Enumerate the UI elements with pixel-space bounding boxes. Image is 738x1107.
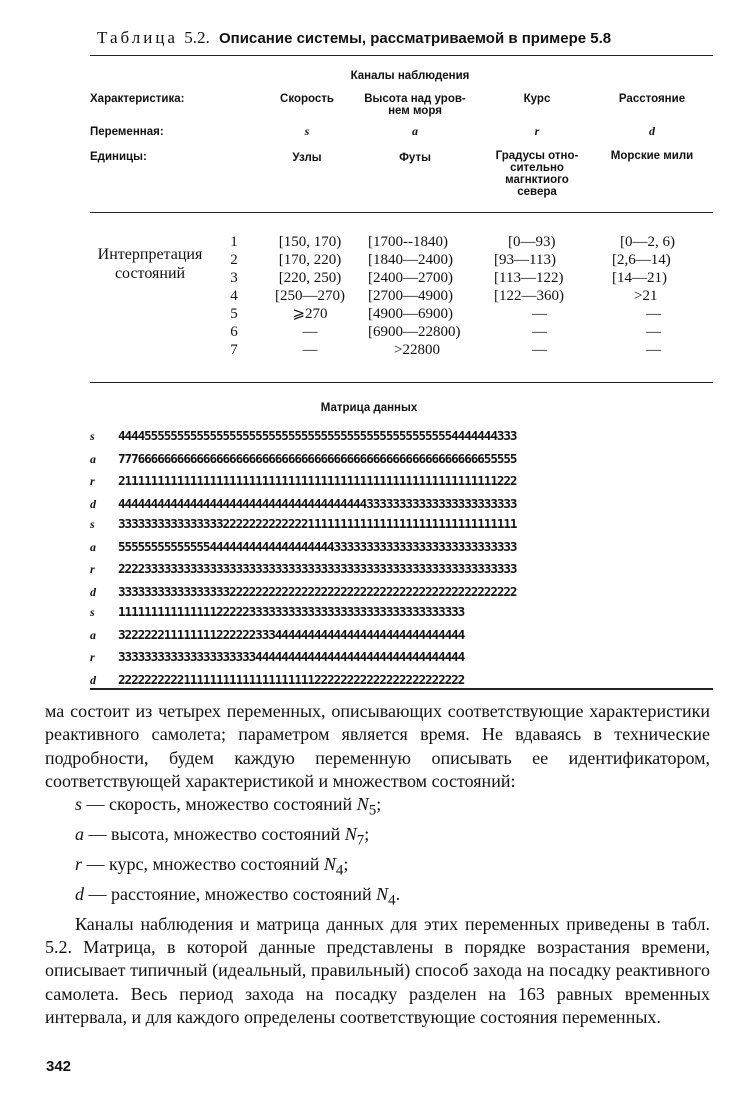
matrix-row: a 32222221111111122222233344444444444444444444444444444 bbox=[90, 626, 465, 642]
table-bottom-rule bbox=[90, 688, 713, 690]
variable-label: Переменная: bbox=[90, 126, 164, 138]
table-caption bbox=[97, 28, 611, 48]
column-altitude-variable: a bbox=[412, 124, 418, 138]
column-distance-variable: d bbox=[649, 124, 655, 138]
column-altitude-characteristic: Высота над уров- нем моря bbox=[364, 93, 466, 117]
column-course-variable: r bbox=[534, 124, 540, 138]
altitude-values: [1700--1840) [1840—2400) [2400—2700) [2700—4900) [4900—6900) [6900—22800) >22800 bbox=[368, 234, 461, 358]
column-distance-units: Морские мили bbox=[610, 150, 694, 162]
caption-label: Таблица bbox=[97, 28, 178, 47]
table-top-rule bbox=[90, 55, 713, 56]
matrix-row: r 33333333333333333333344444444444444444444444444444444 bbox=[90, 649, 465, 664]
matrix-row: r 2222333333333333333333333333333333333333333333333333333333333 bbox=[90, 561, 517, 576]
distance-values: [0—2, 6) [2,6—14) [14—21) >21 — — — bbox=[612, 234, 675, 358]
matrix-block-2 bbox=[90, 513, 516, 603]
values-rule bbox=[90, 382, 713, 383]
caption-text: Описание системы, рассматриваемой в примере 5.8 bbox=[218, 30, 612, 47]
column-speed-variable: s bbox=[304, 124, 310, 138]
column-speed-units: Узлы bbox=[292, 152, 322, 164]
matrix-row: d 4444444444444444444444444444444444444433333333333333333333333 bbox=[90, 495, 517, 511]
paragraph: Каналы наблюдения и матрица данных для этих переменных приведены в табл. 5.2. Матрица, в которой данные представлены в порядке возрастания времени, описывает типичный (идеальный, правильный) способ захода на посадку реактивного самолета. Весь период захода на посадку разделен на 163 равных временных интервала, и для каждого определены соответствующие состояния переменных. bbox=[45, 913, 710, 1027]
column-distance-characteristic: Расстояние bbox=[618, 93, 686, 105]
column-course-characteristic: Курс bbox=[523, 93, 551, 105]
matrix-title: Матрица данных bbox=[320, 402, 418, 414]
matrix-block-3 bbox=[90, 601, 464, 691]
column-course-units: Градусы отно- сительно магнктиого севера bbox=[495, 150, 579, 198]
matrix-row: s 4444555555555555555555555555555555555555555555555554444444333 bbox=[90, 428, 517, 443]
matrix-row: s 11111111111111122222333333333333333333333333333333333 bbox=[90, 604, 465, 619]
characteristic-label: Характеристика: bbox=[90, 93, 185, 105]
paragraph: ма состоит из четырех переменных, описывающих соответствующие характеристики реактивного самолета; параметром является время. Не вдаваясь в технические подробности, будем каждую переменную описывать ее идентификатором, соответствующей характеристикой и множеством состояний: bbox=[45, 701, 710, 791]
body-text bbox=[45, 700, 710, 1029]
course-values: [0—93) [93—113) [113—122) [122—360) — — — bbox=[494, 234, 564, 358]
matrix-row: a 5555555555555544444444444444444443333333333333333333333333333 bbox=[90, 538, 517, 554]
page-number: 342 bbox=[46, 1058, 72, 1075]
caption-number: 5.2. bbox=[184, 28, 210, 47]
state-numbers: 1 2 3 4 5 6 7 bbox=[230, 234, 238, 358]
matrix-block-1 bbox=[90, 425, 516, 515]
matrix-row: d 22222222221111111111111111111122222222222222222222222 bbox=[90, 671, 465, 687]
list-item: d — расстояние, множество состояний $N_4$. bbox=[75, 883, 401, 909]
column-speed-characteristic: Скорость bbox=[280, 93, 334, 105]
column-altitude-units: Футы bbox=[399, 152, 431, 164]
matrix-row: a 7776666666666666666666666666666666666666666666666666666655555 bbox=[90, 450, 517, 466]
channels-header: Каналы наблюдения bbox=[350, 70, 470, 82]
interpretation-label: Интерпретация состояний bbox=[97, 246, 203, 282]
speed-values: [150, 170) [170, 220) [220, 250) [250—270) ⩾270 — — bbox=[275, 234, 345, 358]
list-item: r — курс, множество состояний $N_4$; bbox=[75, 853, 349, 879]
matrix-row: s 3333333333333333222222222222211111111111111111111111111111111 bbox=[90, 516, 517, 531]
header-rule bbox=[90, 212, 713, 213]
list-item: a — высота, множество состояний $N_7$; bbox=[75, 824, 370, 849]
matrix-row: r 2111111111111111111111111111111111111111111111111111111111222 bbox=[90, 473, 517, 488]
units-label: Единицы: bbox=[90, 151, 147, 163]
list-item: s — скорость, множество состояний $N_5$; bbox=[75, 794, 382, 819]
matrix-row: d 3333333333333333322222222222222222222222222222222222222222222 bbox=[90, 583, 517, 599]
